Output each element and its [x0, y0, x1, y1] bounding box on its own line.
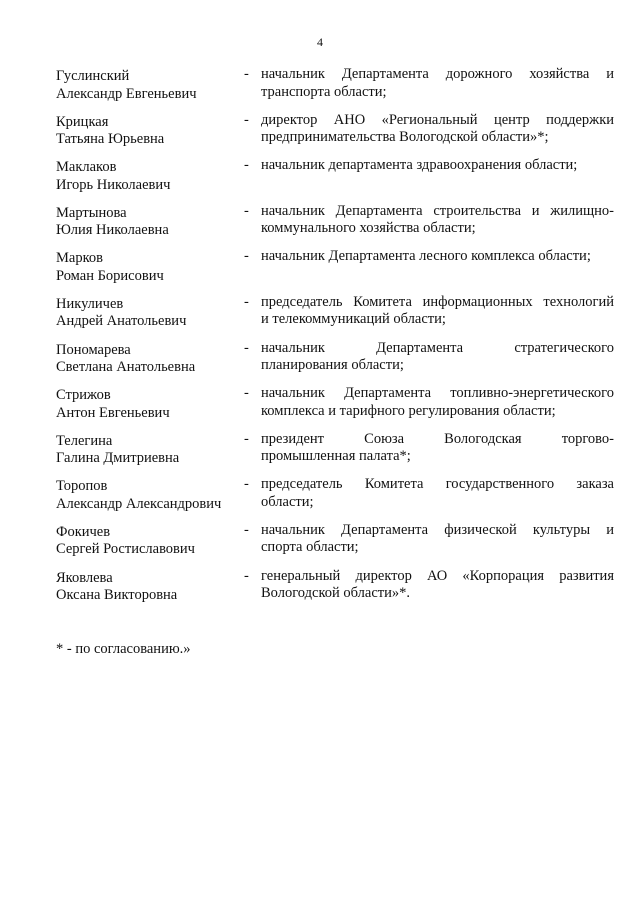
member-role-line: планирования области; [261, 357, 404, 374]
member-entry [0, 431, 640, 477]
member-entry [0, 66, 640, 112]
member-entry [0, 294, 640, 340]
member-surname: Никуличев [56, 295, 124, 312]
member-given-names: Татьяна Юрьевна [56, 131, 165, 148]
member-dash: - [244, 567, 249, 584]
member-name [56, 250, 246, 285]
member-role-line: и телекоммуникаций области; [261, 311, 446, 328]
member-role-line: начальник Департамента дорожного хозяйства и [261, 66, 614, 82]
member-name [56, 205, 246, 240]
member-role-line: спорта области; [261, 539, 359, 556]
member-surname: Гуслинский [56, 68, 130, 84]
member-surname: Телегина [56, 432, 113, 449]
member-entry [0, 203, 640, 249]
member-role-line: директор АНО «Региональный центр поддержки [261, 111, 614, 128]
member-given-names: Роман Борисович [56, 267, 164, 284]
page-number: 4 [317, 35, 323, 49]
member-role [261, 203, 614, 238]
member-name [56, 296, 246, 331]
member-role-line: председатель Комитета информационных технологий [261, 293, 614, 310]
member-given-names: Оксана Викторовна [56, 587, 178, 604]
member-name [56, 159, 246, 194]
member-entry [0, 385, 640, 431]
member-role [261, 112, 614, 147]
member-role-line: начальник Департамента стратегического [261, 339, 614, 356]
member-entry [0, 248, 640, 294]
member-entry [0, 522, 640, 568]
member-surname: Крицкая [56, 113, 109, 130]
member-given-names: Сергей Ростиславович [56, 541, 195, 558]
member-dash: - [244, 202, 249, 219]
member-role [261, 522, 614, 557]
member-dash: - [244, 293, 249, 310]
member-given-names: Галина Дмитриевна [56, 450, 180, 467]
member-dash: - [244, 521, 249, 538]
member-role [261, 385, 614, 420]
member-role [261, 568, 614, 603]
member-surname: Мартынова [56, 204, 127, 221]
member-role-line: начальник Департамента строительства и жилищно- [261, 202, 614, 219]
member-role [261, 294, 614, 329]
member-surname: Стрижов [56, 387, 111, 404]
member-role-line: начальник Департамента физической культуры и [261, 521, 614, 538]
member-role-line: транспорта области; [261, 83, 387, 100]
member-role [261, 476, 614, 511]
member-given-names: Юлия Николаевна [56, 222, 169, 239]
member-dash: - [244, 476, 249, 493]
member-surname: Маклаков [56, 159, 117, 176]
member-role [261, 248, 614, 266]
member-role-line: председатель Комитета государственного заказа [261, 476, 614, 493]
member-role-line: комплекса и тарифного регулирования области; [261, 402, 556, 419]
member-role-line: президент Союза Вологодская торгово- [261, 430, 614, 447]
member-role [261, 340, 614, 375]
member-name [56, 524, 246, 559]
member-name [56, 478, 246, 513]
member-surname: Пономарева [56, 341, 131, 358]
member-given-names: Антон Евгеньевич [56, 404, 170, 421]
member-given-names: Игорь Николаевич [56, 176, 171, 193]
member-dash: - [244, 339, 249, 356]
member-given-names: Андрей Анатольевич [56, 313, 187, 330]
member-dash: - [244, 430, 249, 447]
member-name [56, 387, 246, 422]
member-role-line: Вологодской области»*. [261, 585, 410, 602]
member-surname: Фокичев [56, 523, 111, 540]
member-list [0, 66, 640, 613]
member-surname: Торопов [56, 478, 108, 495]
member-dash: - [244, 157, 249, 174]
member-entry [0, 476, 640, 522]
member-entry [0, 112, 640, 158]
member-given-names: Александр Александрович [56, 495, 222, 512]
member-name [56, 342, 246, 377]
member-entry [0, 340, 640, 386]
member-dash: - [244, 111, 249, 128]
member-surname: Яковлева [56, 569, 113, 586]
member-given-names: Светлана Анатольевна [56, 359, 196, 376]
member-name [56, 433, 246, 468]
member-role-line: начальник департамента здравоохранения области; [261, 157, 578, 174]
member-role-line: генеральный директор АО «Корпорация развития [261, 567, 614, 584]
member-role-line: начальник Департамента лесного комплекса области; [261, 248, 591, 265]
member-given-names: Александр Евгеньевич [56, 85, 197, 102]
member-role-line: начальник Департамента топливно-энергетического [261, 385, 614, 402]
member-name [56, 68, 246, 103]
member-surname: Марков [56, 250, 103, 267]
member-role [261, 157, 614, 175]
member-dash: - [244, 248, 249, 265]
member-role-line: предпринимательства Вологодской области»*; [261, 129, 549, 146]
member-role [261, 431, 614, 466]
footnote: * - по согласованию.» [56, 641, 191, 657]
member-role [261, 66, 614, 101]
member-dash: - [244, 66, 249, 82]
member-entry [0, 568, 640, 614]
member-dash: - [244, 385, 249, 402]
member-name [56, 114, 246, 149]
member-entry [0, 157, 640, 203]
member-role-line: промышленная палата*; [261, 448, 411, 465]
member-role-line: области; [261, 493, 314, 510]
member-name [56, 570, 246, 605]
member-role-line: коммунального хозяйства области; [261, 220, 476, 237]
